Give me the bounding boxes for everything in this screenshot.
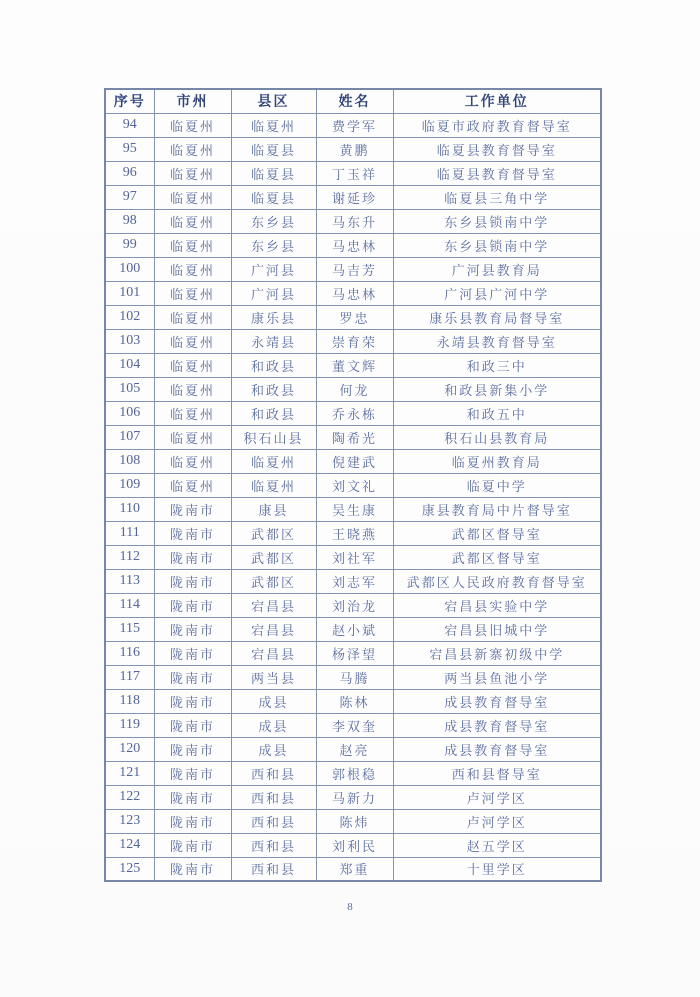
cell-county: 临夏州: [231, 449, 316, 473]
cell-name: 刘社军: [316, 545, 393, 569]
cell-workunit: 和政县新集小学: [393, 377, 601, 401]
cell-name: 郭根稳: [316, 761, 393, 785]
cell-city: 陇南市: [154, 521, 231, 545]
cell-index: 113: [105, 569, 154, 593]
cell-workunit: 东乡县锁南中学: [393, 233, 601, 257]
cell-index: 106: [105, 401, 154, 425]
cell-city: 临夏州: [154, 281, 231, 305]
cell-name: 刘治龙: [316, 593, 393, 617]
cell-county: 武都区: [231, 521, 316, 545]
cell-county: 东乡县: [231, 233, 316, 257]
cell-index: 105: [105, 377, 154, 401]
table-row: [105, 377, 601, 401]
cell-index: 107: [105, 425, 154, 449]
cell-name: 谢延珍: [316, 185, 393, 209]
roster-table: [104, 88, 602, 882]
cell-county: 西和县: [231, 833, 316, 857]
table-body: [105, 113, 601, 881]
cell-city: 陇南市: [154, 593, 231, 617]
cell-index: 96: [105, 161, 154, 185]
table-row: [105, 185, 601, 209]
cell-index: 109: [105, 473, 154, 497]
cell-city: 陇南市: [154, 737, 231, 761]
cell-county: 成县: [231, 737, 316, 761]
table-row: [105, 593, 601, 617]
cell-name: 陈林: [316, 689, 393, 713]
table-row: [105, 545, 601, 569]
page-number: 8: [347, 901, 353, 913]
column-header: 市州: [154, 89, 231, 113]
cell-workunit: 康乐县教育局督导室: [393, 305, 601, 329]
table-row: [105, 113, 601, 137]
cell-name: 崇育荣: [316, 329, 393, 353]
cell-name: 赵亮: [316, 737, 393, 761]
cell-index: 119: [105, 713, 154, 737]
cell-index: 117: [105, 665, 154, 689]
cell-index: 112: [105, 545, 154, 569]
table-row: [105, 497, 601, 521]
cell-county: 成县: [231, 713, 316, 737]
table-row: [105, 665, 601, 689]
cell-index: 116: [105, 641, 154, 665]
cell-name: 刘文礼: [316, 473, 393, 497]
table-row: [105, 137, 601, 161]
cell-county: 康乐县: [231, 305, 316, 329]
cell-county: 武都区: [231, 545, 316, 569]
table-row: [105, 209, 601, 233]
table-row: [105, 521, 601, 545]
cell-index: 103: [105, 329, 154, 353]
column-header: 姓名: [316, 89, 393, 113]
cell-city: 临夏州: [154, 113, 231, 137]
cell-name: 马腾: [316, 665, 393, 689]
cell-name: 董文辉: [316, 353, 393, 377]
cell-workunit: 宕昌县新寨初级中学: [393, 641, 601, 665]
cell-workunit: 东乡县锁南中学: [393, 209, 601, 233]
table-row: [105, 401, 601, 425]
cell-county: 和政县: [231, 377, 316, 401]
cell-index: 125: [105, 857, 154, 881]
cell-index: 97: [105, 185, 154, 209]
cell-county: 成县: [231, 689, 316, 713]
cell-index: 100: [105, 257, 154, 281]
cell-workunit: 成县教育督导室: [393, 689, 601, 713]
column-header: 工作单位: [393, 89, 601, 113]
cell-name: 罗忠: [316, 305, 393, 329]
cell-name: 黄鹏: [316, 137, 393, 161]
cell-city: 临夏州: [154, 161, 231, 185]
cell-workunit: 临夏县三角中学: [393, 185, 601, 209]
cell-index: 124: [105, 833, 154, 857]
cell-workunit: 康县教育局中片督导室: [393, 497, 601, 521]
cell-workunit: 武都区督导室: [393, 545, 601, 569]
header-row: [105, 89, 601, 113]
table-row: [105, 761, 601, 785]
cell-workunit: 临夏市政府教育督导室: [393, 113, 601, 137]
cell-workunit: 赵五学区: [393, 833, 601, 857]
cell-index: 121: [105, 761, 154, 785]
table-row: [105, 257, 601, 281]
cell-workunit: 临夏中学: [393, 473, 601, 497]
table-row: [105, 713, 601, 737]
cell-workunit: 广河县教育局: [393, 257, 601, 281]
cell-city: 临夏州: [154, 233, 231, 257]
cell-index: 104: [105, 353, 154, 377]
table-row: [105, 161, 601, 185]
cell-workunit: 西和县督导室: [393, 761, 601, 785]
cell-name: 杨泽望: [316, 641, 393, 665]
cell-index: 98: [105, 209, 154, 233]
cell-workunit: 宕昌县实验中学: [393, 593, 601, 617]
cell-workunit: 两当县鱼池小学: [393, 665, 601, 689]
cell-index: 101: [105, 281, 154, 305]
table-row: [105, 329, 601, 353]
cell-city: 陇南市: [154, 617, 231, 641]
cell-workunit: 和政三中: [393, 353, 601, 377]
cell-name: 王晓燕: [316, 521, 393, 545]
cell-name: 丁玉祥: [316, 161, 393, 185]
cell-workunit: 十里学区: [393, 857, 601, 881]
cell-name: 马忠林: [316, 233, 393, 257]
cell-workunit: 积石山县教育局: [393, 425, 601, 449]
cell-workunit: 成县教育督导室: [393, 713, 601, 737]
cell-county: 西和县: [231, 809, 316, 833]
cell-workunit: 宕昌县旧城中学: [393, 617, 601, 641]
cell-workunit: 临夏州教育局: [393, 449, 601, 473]
cell-name: 陈炜: [316, 809, 393, 833]
table-row: [105, 281, 601, 305]
cell-index: 114: [105, 593, 154, 617]
column-header: 序号: [105, 89, 154, 113]
cell-name: 陶希光: [316, 425, 393, 449]
cell-name: 赵小斌: [316, 617, 393, 641]
table-row: [105, 449, 601, 473]
cell-workunit: 永靖县教育督导室: [393, 329, 601, 353]
cell-city: 临夏州: [154, 377, 231, 401]
table-row: [105, 785, 601, 809]
cell-index: 94: [105, 113, 154, 137]
cell-city: 临夏州: [154, 449, 231, 473]
cell-name: 马东升: [316, 209, 393, 233]
cell-county: 西和县: [231, 785, 316, 809]
cell-city: 陇南市: [154, 665, 231, 689]
table-row: [105, 737, 601, 761]
cell-county: 两当县: [231, 665, 316, 689]
cell-index: 95: [105, 137, 154, 161]
cell-city: 陇南市: [154, 785, 231, 809]
cell-county: 临夏州: [231, 113, 316, 137]
cell-city: 陇南市: [154, 761, 231, 785]
cell-county: 宕昌县: [231, 617, 316, 641]
table-row: [105, 233, 601, 257]
table-row: [105, 305, 601, 329]
cell-city: 临夏州: [154, 185, 231, 209]
cell-county: 临夏州: [231, 473, 316, 497]
table-row: [105, 833, 601, 857]
table-row: [105, 689, 601, 713]
cell-county: 西和县: [231, 857, 316, 881]
table-row: [105, 425, 601, 449]
cell-index: 115: [105, 617, 154, 641]
cell-county: 临夏县: [231, 161, 316, 185]
column-header: 县区: [231, 89, 316, 113]
cell-county: 西和县: [231, 761, 316, 785]
cell-name: 刘利民: [316, 833, 393, 857]
cell-name: 马新力: [316, 785, 393, 809]
cell-county: 临夏县: [231, 137, 316, 161]
cell-name: 马忠林: [316, 281, 393, 305]
cell-county: 临夏县: [231, 185, 316, 209]
cell-workunit: 卢河学区: [393, 809, 601, 833]
cell-county: 和政县: [231, 401, 316, 425]
cell-city: 临夏州: [154, 425, 231, 449]
cell-name: 吴生康: [316, 497, 393, 521]
cell-county: 和政县: [231, 353, 316, 377]
cell-workunit: 临夏县教育督导室: [393, 161, 601, 185]
cell-workunit: 武都区人民政府教育督导室: [393, 569, 601, 593]
cell-workunit: 武都区督导室: [393, 521, 601, 545]
cell-index: 108: [105, 449, 154, 473]
cell-index: 120: [105, 737, 154, 761]
cell-name: 费学军: [316, 113, 393, 137]
cell-index: 111: [105, 521, 154, 545]
cell-workunit: 临夏县教育督导室: [393, 137, 601, 161]
cell-city: 陇南市: [154, 809, 231, 833]
cell-workunit: 成县教育督导室: [393, 737, 601, 761]
cell-index: 102: [105, 305, 154, 329]
cell-city: 临夏州: [154, 353, 231, 377]
table-row: [105, 617, 601, 641]
cell-county: 广河县: [231, 281, 316, 305]
cell-workunit: 和政五中: [393, 401, 601, 425]
cell-city: 临夏州: [154, 473, 231, 497]
table-row: [105, 857, 601, 881]
cell-city: 陇南市: [154, 545, 231, 569]
table-row: [105, 473, 601, 497]
table-row: [105, 809, 601, 833]
cell-county: 广河县: [231, 257, 316, 281]
cell-county: 积石山县: [231, 425, 316, 449]
table-row: [105, 641, 601, 665]
cell-name: 何龙: [316, 377, 393, 401]
cell-name: 李双奎: [316, 713, 393, 737]
cell-index: 118: [105, 689, 154, 713]
cell-city: 陇南市: [154, 713, 231, 737]
cell-county: 永靖县: [231, 329, 316, 353]
cell-city: 陇南市: [154, 689, 231, 713]
cell-city: 临夏州: [154, 401, 231, 425]
cell-index: 122: [105, 785, 154, 809]
cell-name: 倪建武: [316, 449, 393, 473]
cell-index: 110: [105, 497, 154, 521]
cell-name: 马吉芳: [316, 257, 393, 281]
cell-workunit: 卢河学区: [393, 785, 601, 809]
cell-city: 临夏州: [154, 305, 231, 329]
cell-city: 临夏州: [154, 329, 231, 353]
cell-county: 东乡县: [231, 209, 316, 233]
cell-name: 刘志军: [316, 569, 393, 593]
cell-city: 临夏州: [154, 137, 231, 161]
cell-index: 99: [105, 233, 154, 257]
cell-workunit: 广河县广河中学: [393, 281, 601, 305]
cell-county: 康县: [231, 497, 316, 521]
cell-county: 宕昌县: [231, 641, 316, 665]
cell-county: 宕昌县: [231, 593, 316, 617]
cell-city: 陇南市: [154, 641, 231, 665]
cell-county: 武都区: [231, 569, 316, 593]
cell-name: 郑重: [316, 857, 393, 881]
cell-city: 陇南市: [154, 497, 231, 521]
cell-city: 临夏州: [154, 209, 231, 233]
cell-city: 陇南市: [154, 857, 231, 881]
cell-city: 陇南市: [154, 833, 231, 857]
cell-city: 临夏州: [154, 257, 231, 281]
table-row: [105, 569, 601, 593]
cell-city: 陇南市: [154, 569, 231, 593]
cell-name: 乔永栋: [316, 401, 393, 425]
cell-index: 123: [105, 809, 154, 833]
table-row: [105, 353, 601, 377]
